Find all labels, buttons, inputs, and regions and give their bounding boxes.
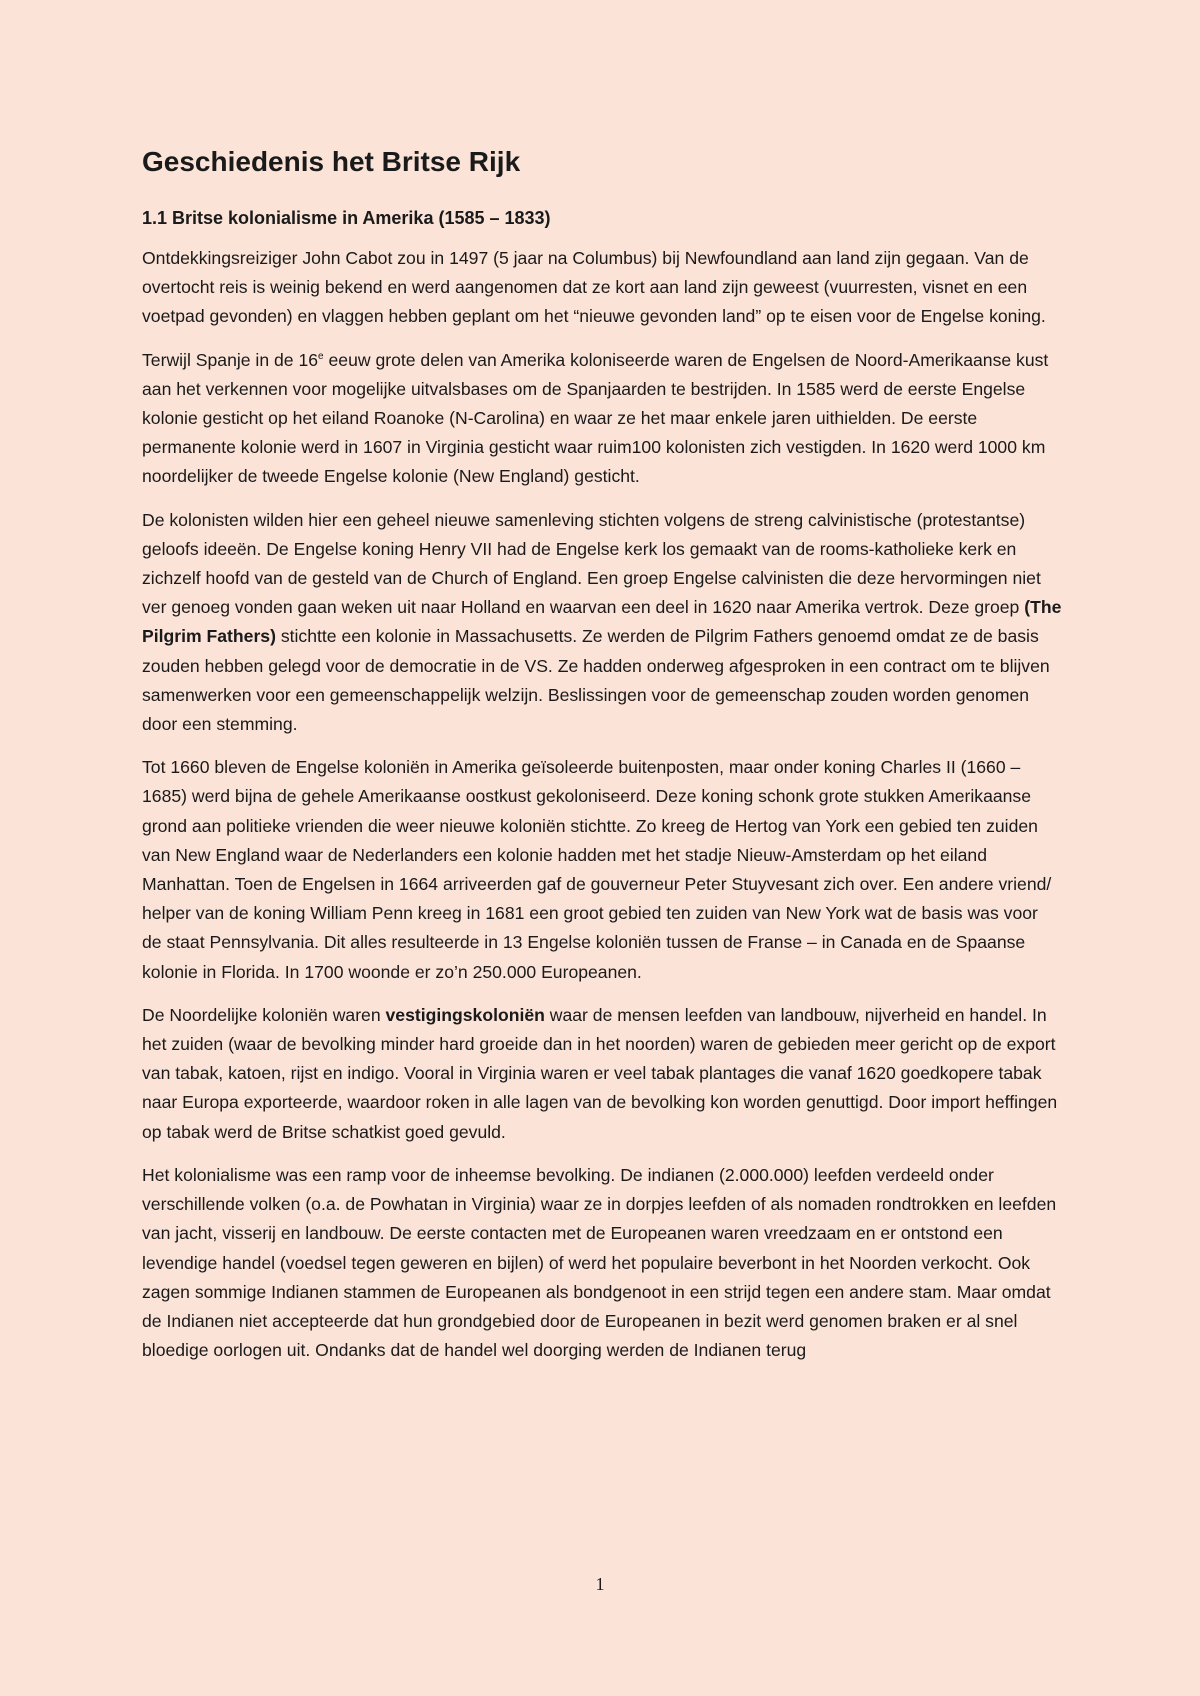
paragraph-3-text-end: stichtte een kolonie in Massachusetts. Ze werden de Pilgrim Fathers genoemd omdat ze de basis zouden hebben gelegd voor de democratie in de VS. Ze hadden onderweg afgesproken in een contract om te blijven samenwerken voor een gemeenschappelijk welzijn. Beslissingen voor de gemeenschap zouden worden genomen door een stemming.	[142, 626, 1050, 735]
paragraph-2-text-start: Terwijl Spanje in de 16	[142, 349, 319, 370]
ordinal-superscript: e	[318, 350, 324, 362]
paragraph-6: Het kolonialisme was een ramp voor de inheemse bevolking. De indianen (2.000.000) leefden verdeeld onder verschillende volken (o.a. de Powhatan in Virginia) waar ze in dorpjes leefden of als nomaden rondtrokken en leefden van jacht, visserij en landbouw. De eerste contacten met de Europeanen waren vreedzaam en er ontstond een levendige handel (voedsel tegen geweren en bijlen) of werd het populaire beverbont in het Noorden verkocht. Ook zagen sommige Indianen stammen de Europeanen als bondgenoot in een strijd tegen een andere stam. Maar omdat de Indianen niet accepteerde dat hun grondgebied door de Europeanen in bezit werd genomen braken er al snel bloedige oorlogen uit. Ondanks dat de handel wel doorging werden de Indianen terug	[142, 1164, 1057, 1361]
section-heading: 1.1 Britse kolonialisme in Amerika (1585 – 1833)	[142, 208, 551, 228]
paragraph-5	[142, 1001, 1062, 1147]
page-number: 1	[595, 1574, 605, 1594]
paragraph-5-bold-term: vestigingskoloniën	[385, 1004, 545, 1025]
paragraph-2-text-end: eeuw grote delen van Amerika koloniseerde waren de Engelsen de Noord-Amerikaanse kust aan het verkennen voor mogelijke uitvalsbases om de Spanjaarden te bestrijden. In 1585 werd de eerste Engelse kolonie gesticht op het eiland Roanoke (N-Carolina) en waar ze het maar enkele jaren uithielden. De eerste permanente kolonie werd in 1607 in Virginia gesticht waar ruim100 kolonisten zich vestigden. In 1620 werd 1000 km noordelijker de tweede Engelse kolonie (New England) gesticht.	[142, 349, 1049, 487]
document-title: Geschiedenis het Britse Rijk	[142, 146, 521, 177]
paragraph-2	[142, 346, 1062, 492]
paragraph-3-text-start: De kolonisten wilden hier een geheel nieuwe samenleving stichten volgens de streng calvinistische (protestantse) geloofs ideeën. De Engelse koning Henry VII had de Engelse kerk los gemaakt van de rooms-katholieke kerk en zichzelf hoofd van de gesteld van de Church of England. Een groep Engelse calvinisten die deze hervormingen niet ver genoeg vonden gaan weken uit naar Holland en waarvan een deel in 1620 naar Amerika vertrok. Deze groep	[142, 509, 1041, 618]
paragraph-4: Tot 1660 bleven de Engelse koloniën in Amerika geïsoleerde buitenposten, maar onder koning Charles II (1660 – 1685) werd bijna de gehele Amerikaanse oostkust gekoloniseerd. Deze koning schonk grote stukken Amerikaanse grond aan politieke vrienden die weer nieuwe koloniën stichtte. Zo kreeg de Hertog van York een gebied ten zuiden van New England waar de Nederlanders een kolonie hadden met het stadje Nieuw-Amsterdam op het eiland Manhattan. Toen de Engelsen in 1664 arriveerden gaf de gouverneur Peter Stuyvesant zich over. Een andere vriend/ helper van de koning William Penn kreeg in 1681 een groot gebied ten zuiden van New York wat de basis was voor de staat Pennsylvania. Dit alles resulteerde in 13 Engelse koloniën tussen de Franse – in Canada en de Spaanse kolonie in Florida. In 1700 woonde er zo’n 250.000 Europeanen.	[142, 757, 1052, 982]
paragraph-5-text-end: waar de mensen leefden van landbouw, nijverheid en handel. In het zuiden (waar de bevolking minder hard groeide dan in het noorden) waren de gebieden meer gericht op de export van tabak, katoen, rijst en indigo. Vooral in Virginia waren er veel tabak plantages die vanaf 1620 goedkopere tabak naar Europa exporteerde, waardoor roken in alle lagen van de bevolking kon worden genuttigd. Door import heffingen op tabak werd de Britse schatkist goed gevuld.	[142, 1004, 1058, 1142]
paragraph-5-text-start: De Noordelijke koloniën waren	[142, 1004, 386, 1025]
paragraph-3-bold-term: (The Pilgrim Fathers)	[142, 597, 1062, 647]
paragraph-3	[142, 506, 1062, 740]
paragraph-1: Ontdekkingsreiziger John Cabot zou in 1497 (5 jaar na Columbus) bij Newfoundland aan land zijn gegaan. Van de overtocht reis is weinig bekend en werd aangenomen dat ze kort aan land zijn geweest (vuurresten, visnet en een voetpad gevonden) en vlaggen hebben geplant om het “nieuwe gevonden land” op te eisen voor de Engelse koning.	[142, 248, 1046, 327]
document-body	[142, 144, 1062, 1379]
